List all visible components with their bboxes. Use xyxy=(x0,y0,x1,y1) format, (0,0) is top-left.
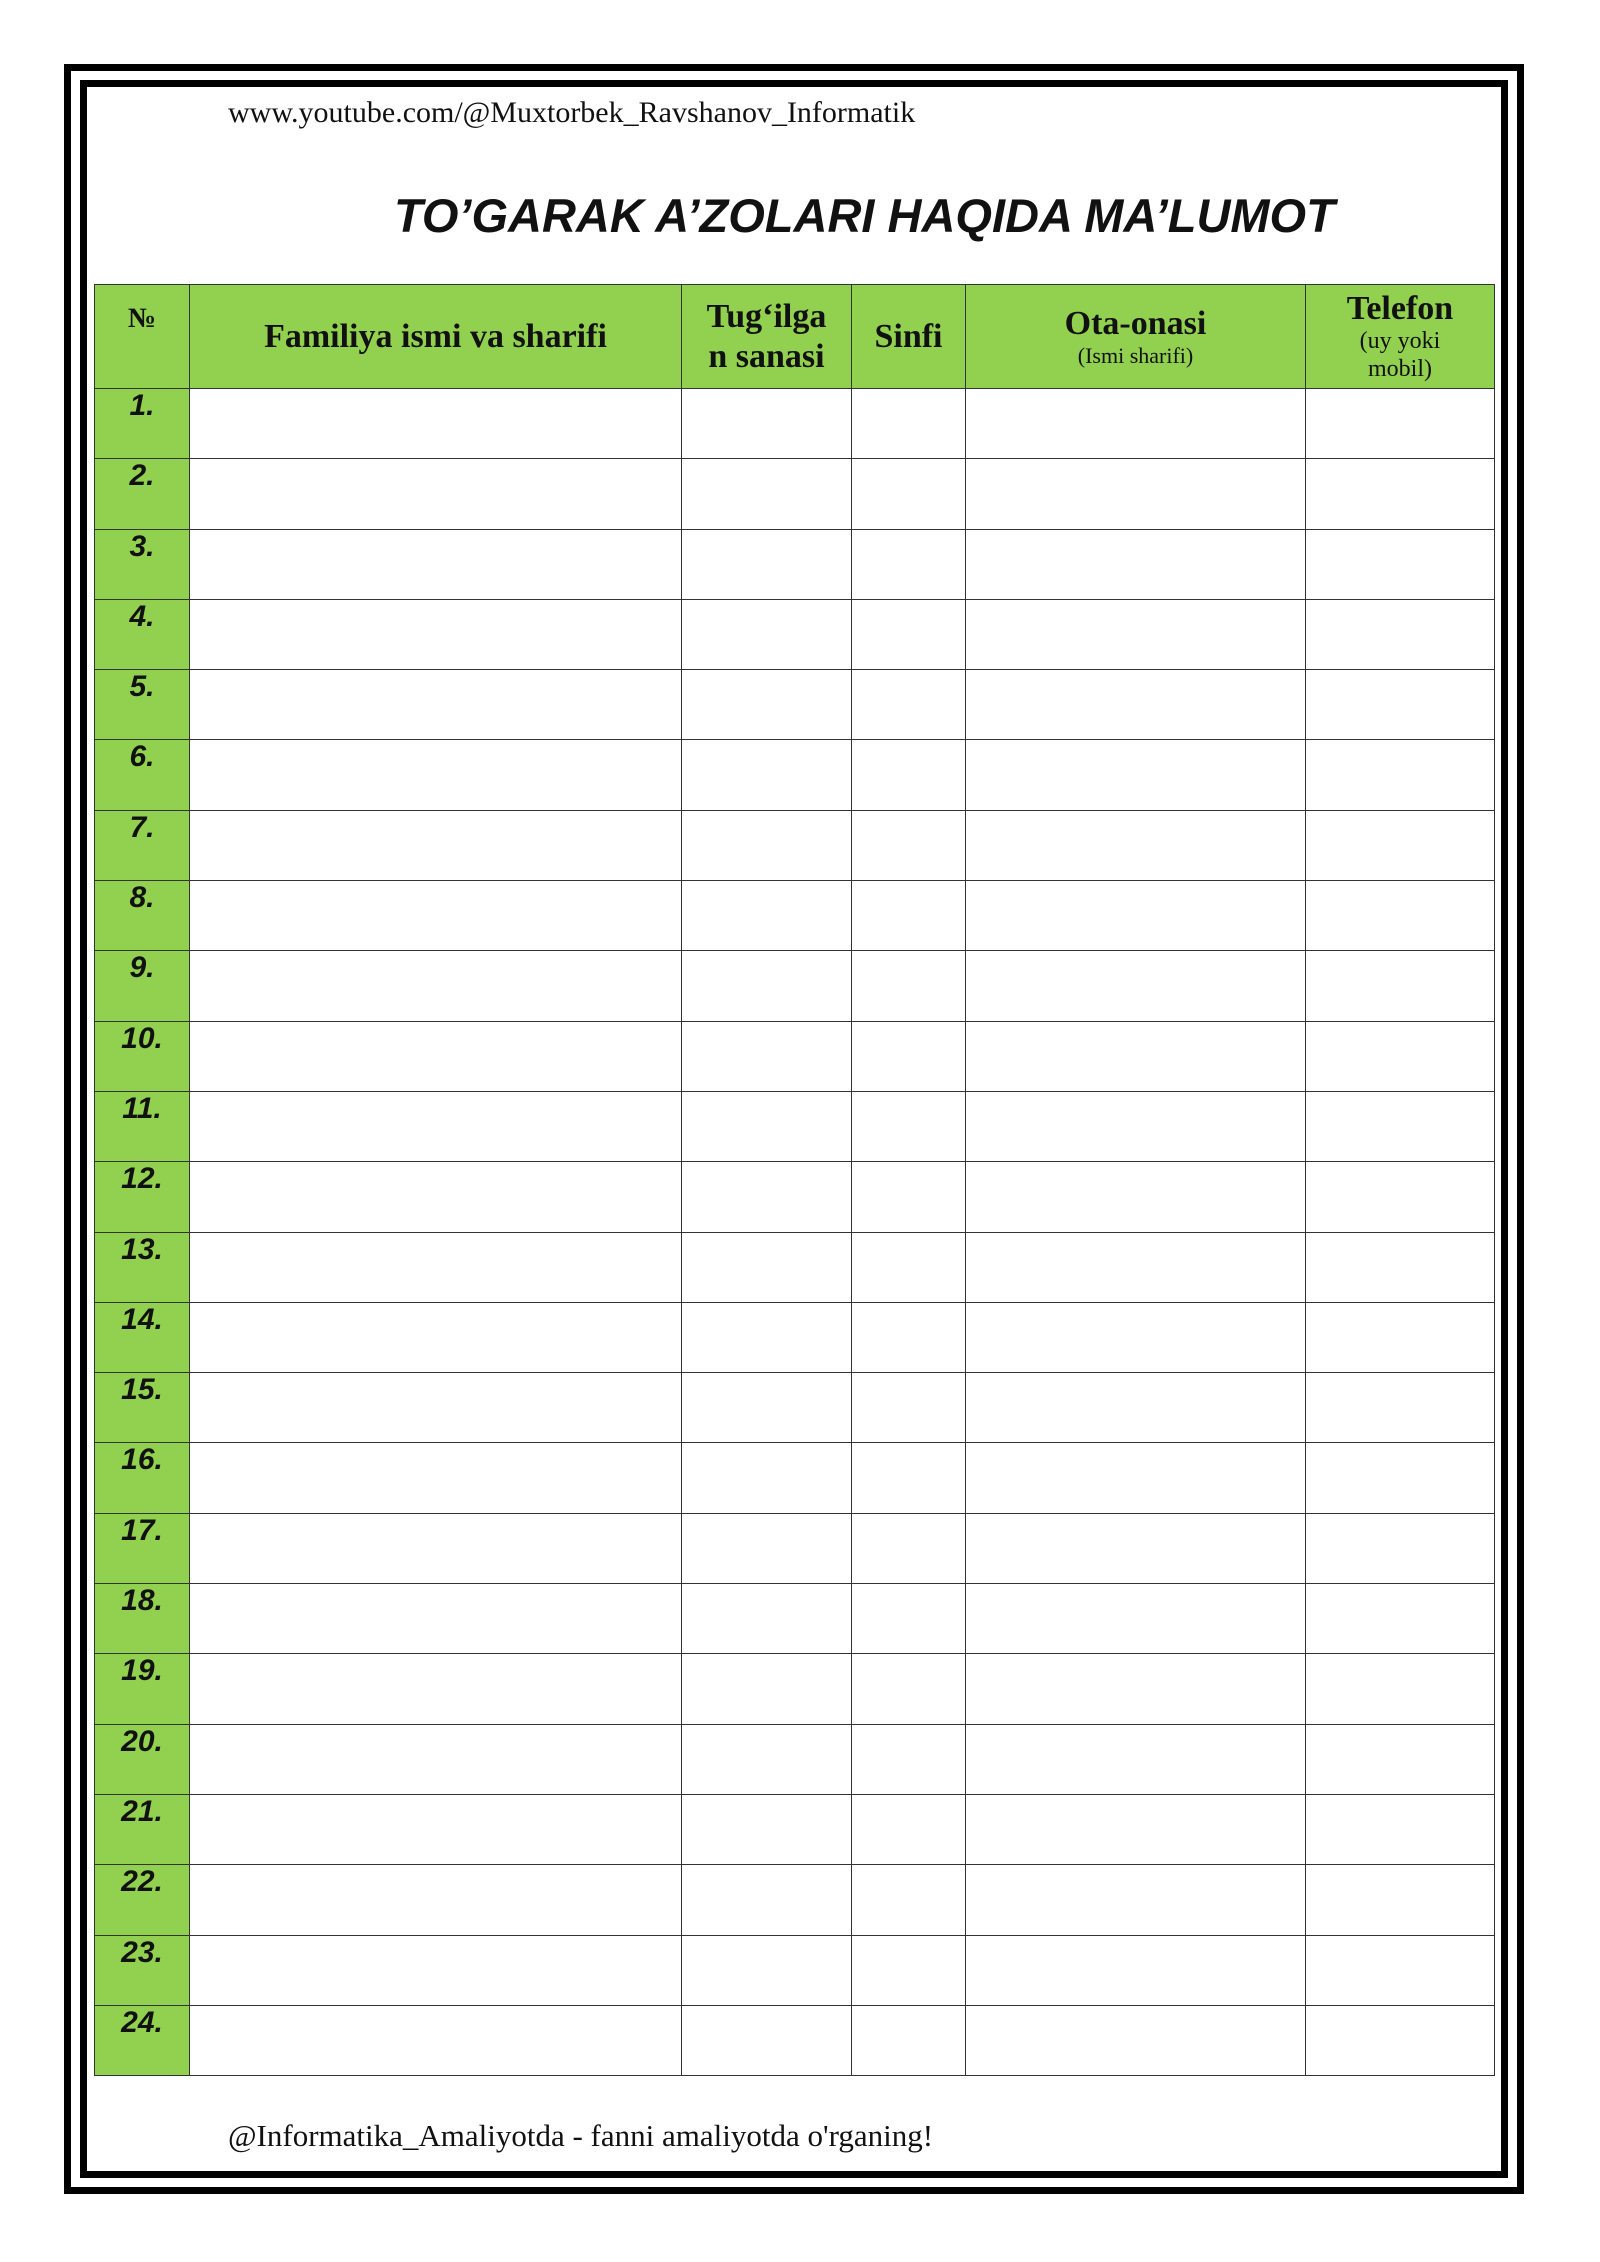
phone-cell[interactable] xyxy=(1306,459,1495,529)
grade-cell[interactable] xyxy=(852,1865,966,1935)
phone-cell[interactable] xyxy=(1306,1935,1495,2005)
name-cell[interactable] xyxy=(190,1162,682,1232)
row-number: 19. xyxy=(95,1654,190,1724)
grade-cell[interactable] xyxy=(852,459,966,529)
name-cell[interactable] xyxy=(190,1373,682,1443)
parents-sublabel: (Ismi sharifi) xyxy=(1077,343,1194,369)
parents-cell[interactable] xyxy=(966,599,1306,669)
phone-cell[interactable] xyxy=(1306,1443,1495,1513)
name-cell[interactable] xyxy=(190,1443,682,1513)
birth-date-cell[interactable] xyxy=(682,1232,852,1302)
grade-cell[interactable] xyxy=(852,2005,966,2075)
row-number: 10. xyxy=(95,1021,190,1091)
birth-date-cell[interactable] xyxy=(682,1302,852,1372)
parents-cell[interactable] xyxy=(966,1232,1306,1302)
parents-cell[interactable] xyxy=(966,1513,1306,1583)
birth-date-cell[interactable] xyxy=(682,459,852,529)
parents-cell[interactable] xyxy=(966,810,1306,880)
table-row xyxy=(95,740,1495,810)
parents-cell[interactable] xyxy=(966,1865,1306,1935)
parents-cell[interactable] xyxy=(966,2005,1306,2075)
table-row xyxy=(95,810,1495,880)
phone-cell[interactable] xyxy=(1306,1021,1495,1091)
birth-date-cell[interactable] xyxy=(682,1865,852,1935)
phone-label: Telefon xyxy=(1346,290,1454,328)
table-row xyxy=(95,1091,1495,1161)
birth-date-cell[interactable] xyxy=(682,599,852,669)
phone-cell[interactable] xyxy=(1306,1724,1495,1794)
table-header-row xyxy=(95,285,1495,389)
phone-cell[interactable] xyxy=(1306,881,1495,951)
table-row xyxy=(95,1162,1495,1232)
parents-cell[interactable] xyxy=(966,1091,1306,1161)
parents-cell[interactable] xyxy=(966,1302,1306,1372)
phone-cell[interactable] xyxy=(1306,1302,1495,1372)
parents-label: Ota-onasi xyxy=(1064,305,1207,343)
page-title: TO’GARAK A’ZOLARI HAQIDA MA’LUMOT xyxy=(394,189,1335,242)
birth-date-cell[interactable] xyxy=(682,1794,852,1864)
table-row xyxy=(95,389,1495,459)
name-cell[interactable] xyxy=(190,1794,682,1864)
grade-cell[interactable] xyxy=(852,1935,966,2005)
row-number: 14. xyxy=(95,1302,190,1372)
name-cell[interactable] xyxy=(190,1021,682,1091)
phone-cell[interactable] xyxy=(1306,1091,1495,1161)
grade-cell[interactable] xyxy=(852,810,966,880)
phone-cell[interactable] xyxy=(1306,1654,1495,1724)
phone-sublabel-line2: mobil) xyxy=(1368,356,1432,383)
grade-cell[interactable] xyxy=(852,1513,966,1583)
row-number: 8. xyxy=(95,881,190,951)
phone-cell[interactable] xyxy=(1306,1865,1495,1935)
table-row xyxy=(95,1724,1495,1794)
birth-date-cell[interactable] xyxy=(682,1935,852,2005)
grade-cell[interactable] xyxy=(852,1794,966,1864)
row-number: 23. xyxy=(95,1935,190,2005)
birth-date-cell[interactable] xyxy=(682,1724,852,1794)
birth-date-cell[interactable] xyxy=(682,529,852,599)
row-number: 15. xyxy=(95,1373,190,1443)
name-cell[interactable] xyxy=(190,670,682,740)
name-cell[interactable] xyxy=(190,951,682,1021)
phone-cell[interactable] xyxy=(1306,740,1495,810)
name-cell[interactable] xyxy=(190,2005,682,2075)
birth-date-line1: Tug‘ilga xyxy=(706,298,827,336)
table-row xyxy=(95,1302,1495,1372)
table-row xyxy=(95,1513,1495,1583)
column-header-number: № xyxy=(95,285,190,389)
phone-cell[interactable] xyxy=(1306,389,1495,459)
footer-note: @Informatika_Amaliyotda - fanni amaliyotda o'rganing! xyxy=(228,2118,934,2153)
row-number: 17. xyxy=(95,1513,190,1583)
table-row xyxy=(95,1865,1495,1935)
name-cell[interactable] xyxy=(190,1724,682,1794)
birth-date-cell[interactable] xyxy=(682,1021,852,1091)
parents-cell[interactable] xyxy=(966,951,1306,1021)
name-cell[interactable] xyxy=(190,389,682,459)
name-cell[interactable] xyxy=(190,1513,682,1583)
parents-cell[interactable] xyxy=(966,740,1306,810)
row-number: 16. xyxy=(95,1443,190,1513)
grade-cell[interactable] xyxy=(852,1302,966,1372)
birth-date-cell[interactable] xyxy=(682,389,852,459)
birth-date-cell[interactable] xyxy=(682,670,852,740)
table-row xyxy=(95,1935,1495,2005)
name-cell[interactable] xyxy=(190,599,682,669)
grade-cell[interactable] xyxy=(852,670,966,740)
phone-cell[interactable] xyxy=(1306,810,1495,880)
name-cell[interactable] xyxy=(190,881,682,951)
youtube-url: www.youtube.com/@Muxtorbek_Ravshanov_Informatik xyxy=(228,96,916,129)
row-number: 1. xyxy=(95,389,190,459)
name-cell[interactable] xyxy=(190,1302,682,1372)
name-cell[interactable] xyxy=(190,1865,682,1935)
name-cell[interactable] xyxy=(190,740,682,810)
birth-date-cell[interactable] xyxy=(682,740,852,810)
row-number: 13. xyxy=(95,1232,190,1302)
row-number: 9. xyxy=(95,951,190,1021)
members-table xyxy=(94,284,1495,2076)
birth-date-cell[interactable] xyxy=(682,1513,852,1583)
row-number: 12. xyxy=(95,1162,190,1232)
parents-cell[interactable] xyxy=(966,1373,1306,1443)
parents-cell[interactable] xyxy=(966,529,1306,599)
table-row xyxy=(95,2005,1495,2075)
grade-cell[interactable] xyxy=(852,740,966,810)
parents-cell[interactable] xyxy=(966,1443,1306,1513)
column-header-grade: Sinfi xyxy=(852,285,966,389)
table-row xyxy=(95,1584,1495,1654)
row-number: 3. xyxy=(95,529,190,599)
phone-cell[interactable] xyxy=(1306,1513,1495,1583)
members-table-body xyxy=(95,389,1495,2076)
row-number: 4. xyxy=(95,599,190,669)
table-row xyxy=(95,529,1495,599)
grade-cell[interactable] xyxy=(852,951,966,1021)
row-number: 20. xyxy=(95,1724,190,1794)
phone-cell[interactable] xyxy=(1306,1373,1495,1443)
grade-cell[interactable] xyxy=(852,1091,966,1161)
parents-cell[interactable] xyxy=(966,1935,1306,2005)
phone-cell[interactable] xyxy=(1306,1584,1495,1654)
name-cell[interactable] xyxy=(190,1584,682,1654)
birth-date-cell[interactable] xyxy=(682,1443,852,1513)
phone-cell[interactable] xyxy=(1306,670,1495,740)
table-row xyxy=(95,1654,1495,1724)
row-number: 21. xyxy=(95,1794,190,1864)
phone-cell[interactable] xyxy=(1306,2005,1495,2075)
grade-cell[interactable] xyxy=(852,1373,966,1443)
parents-cell[interactable] xyxy=(966,1021,1306,1091)
table-row xyxy=(95,1794,1495,1864)
column-header-parents xyxy=(966,285,1306,389)
table-row xyxy=(95,881,1495,951)
parents-cell[interactable] xyxy=(966,881,1306,951)
phone-cell[interactable] xyxy=(1306,951,1495,1021)
phone-cell[interactable] xyxy=(1306,1162,1495,1232)
grade-cell[interactable] xyxy=(852,1584,966,1654)
table-row xyxy=(95,951,1495,1021)
parents-cell[interactable] xyxy=(966,1162,1306,1232)
birth-date-cell[interactable] xyxy=(682,1162,852,1232)
name-cell[interactable] xyxy=(190,459,682,529)
phone-sublabel-line1: (uy yoki xyxy=(1359,328,1441,355)
row-number: 7. xyxy=(95,810,190,880)
phone-cell[interactable] xyxy=(1306,599,1495,669)
grade-cell[interactable] xyxy=(852,1654,966,1724)
name-cell[interactable] xyxy=(190,529,682,599)
table-row xyxy=(95,1232,1495,1302)
row-number: 5. xyxy=(95,670,190,740)
birth-date-cell[interactable] xyxy=(682,1654,852,1724)
grade-cell[interactable] xyxy=(852,1021,966,1091)
grade-cell[interactable] xyxy=(852,881,966,951)
row-number: 24. xyxy=(95,2005,190,2075)
birth-date-line2: n sanasi xyxy=(708,337,825,375)
table-row xyxy=(95,1021,1495,1091)
birth-date-cell[interactable] xyxy=(682,810,852,880)
grade-cell[interactable] xyxy=(852,599,966,669)
parents-cell[interactable] xyxy=(966,389,1306,459)
column-header-phone xyxy=(1306,285,1495,389)
parents-cell[interactable] xyxy=(966,670,1306,740)
parents-cell[interactable] xyxy=(966,1794,1306,1864)
grade-cell[interactable] xyxy=(852,529,966,599)
row-number: 11. xyxy=(95,1091,190,1161)
grade-cell[interactable] xyxy=(852,1232,966,1302)
name-cell[interactable] xyxy=(190,1935,682,2005)
grade-cell[interactable] xyxy=(852,1443,966,1513)
name-cell[interactable] xyxy=(190,1654,682,1724)
parents-cell[interactable] xyxy=(966,1584,1306,1654)
row-number: 18. xyxy=(95,1584,190,1654)
phone-cell[interactable] xyxy=(1306,1232,1495,1302)
phone-cell[interactable] xyxy=(1306,1794,1495,1864)
row-number: 22. xyxy=(95,1865,190,1935)
name-cell[interactable] xyxy=(190,1091,682,1161)
grade-cell[interactable] xyxy=(852,389,966,459)
birth-date-cell[interactable] xyxy=(682,1373,852,1443)
phone-cell[interactable] xyxy=(1306,529,1495,599)
birth-date-cell[interactable] xyxy=(682,881,852,951)
parents-cell[interactable] xyxy=(966,1724,1306,1794)
row-number: 6. xyxy=(95,740,190,810)
birth-date-cell[interactable] xyxy=(682,1091,852,1161)
table-row xyxy=(95,1373,1495,1443)
row-number: 2. xyxy=(95,459,190,529)
birth-date-cell[interactable] xyxy=(682,2005,852,2075)
parents-cell[interactable] xyxy=(966,1654,1306,1724)
table-row xyxy=(95,670,1495,740)
name-cell[interactable] xyxy=(190,810,682,880)
column-header-full-name: Familiya ismi va sharifi xyxy=(190,285,682,389)
table-row xyxy=(95,459,1495,529)
birth-date-cell[interactable] xyxy=(682,1584,852,1654)
column-header-birth-date xyxy=(682,285,852,389)
birth-date-cell[interactable] xyxy=(682,951,852,1021)
grade-cell[interactable] xyxy=(852,1724,966,1794)
parents-cell[interactable] xyxy=(966,459,1306,529)
grade-cell[interactable] xyxy=(852,1162,966,1232)
table-row xyxy=(95,1443,1495,1513)
name-cell[interactable] xyxy=(190,1232,682,1302)
table-row xyxy=(95,599,1495,669)
